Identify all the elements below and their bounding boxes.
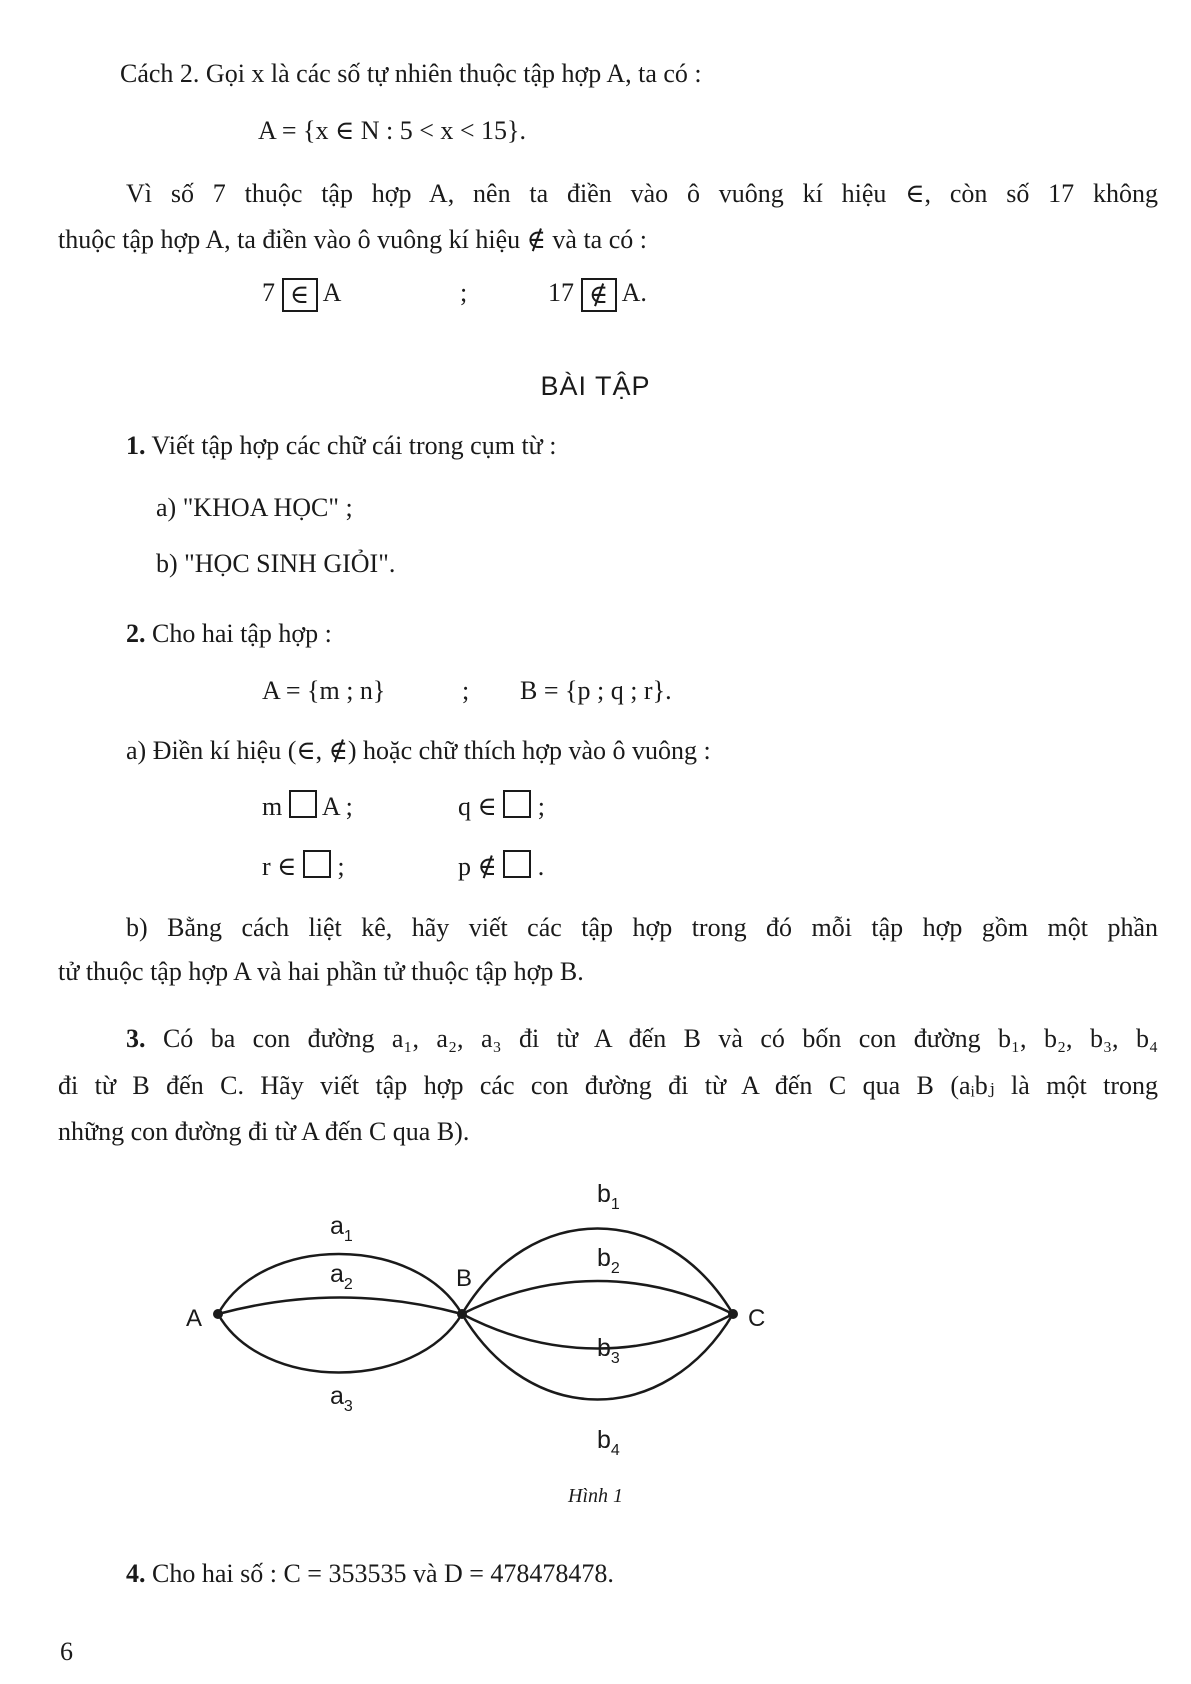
node-C-label: C [748, 1305, 766, 1332]
exercise-text-1: Có ba con đường a₁, a₂, a₃ đi từ A đến B và có bốn con đường b₁, b₂, b₃, b₄ [162, 1024, 1159, 1053]
set-B-text: B = {p ; q ; r}. [520, 676, 672, 705]
paragraph-text-1: Vì số 7 thuộc tập hợp A, nên ta điền vào ô vuông kí hiệu ∈, còn số 17 không [126, 179, 1158, 208]
page-number [60, 1636, 73, 1667]
element-q: q ∈ [458, 792, 497, 821]
node-A-label: A [186, 1305, 203, 1332]
exercise-text: Cho hai số : C = 353535 và D = 478478478. [152, 1559, 614, 1588]
semicolon: ; [462, 676, 470, 705]
period: . [537, 852, 545, 881]
page-number-text: 6 [60, 1637, 73, 1666]
method2-intro-text: Cách 2. Gọi x là các số tự nhiên thuộc tập hợp A, ta có : [120, 59, 702, 88]
exercise-text-3: những con đường đi từ A đến C qua B). [58, 1117, 470, 1146]
number-17: 17 [548, 278, 574, 307]
boxed-not-element-of-symbol: ∉ [581, 278, 617, 312]
part-b-text-1: b) Bằng cách liệt kê, hãy viết các tập hợp trong đó mỗi tập hợp gồm một phần [126, 913, 1158, 942]
exercise-number: 3. [126, 1024, 146, 1053]
road-a3 [218, 1314, 462, 1373]
exercise-number: 2. [126, 619, 146, 648]
exercise-text: Cho hai tập hợp : [152, 619, 332, 648]
element-m: m [262, 792, 283, 821]
paragraph-text-2: thuộc tập hợp A, ta điền vào ô vuông kí hiệu ∉ và ta có : [58, 225, 647, 254]
road-a2 [218, 1298, 462, 1315]
semicolon: ; [337, 852, 345, 881]
label-b1: $b_1$ [597, 1180, 620, 1213]
node-A-dot [213, 1309, 223, 1319]
exercise-text-2: đi từ B đến C. Hãy viết tập hợp các con đường đi từ A đến C qua B (aᵢbⱼ là một trong [58, 1071, 1158, 1100]
node-B-dot [457, 1309, 467, 1319]
label-b3: $b_3$ [597, 1334, 620, 1367]
set-A-label: A [322, 278, 342, 307]
semicolon: ; [537, 792, 545, 821]
exercise-text: Viết tập hợp các chữ cái trong cụm từ : [151, 431, 557, 460]
part-b-text: b) "HỌC SINH GIỎI". [156, 549, 396, 578]
exercise-number: 1. [126, 431, 146, 460]
number-7: 7 [262, 278, 275, 307]
exercise-4 [126, 1558, 614, 1589]
figure-caption [0, 1484, 1191, 1508]
set-A-label: A. [621, 278, 647, 307]
semicolon: ; [460, 278, 468, 307]
exercise-number: 4. [126, 1559, 146, 1588]
element-r: r ∈ [262, 852, 297, 881]
label-a3: $a_3$ [330, 1382, 353, 1415]
boxed-element-of-symbol: ∈ [282, 278, 318, 312]
label-a2: $a_2$ [330, 1260, 353, 1293]
label-b4: $b_4$ [597, 1426, 620, 1459]
node-B-label: B [456, 1265, 473, 1292]
set-A-text: A = {m ; n} [262, 676, 386, 705]
part-a-text: a) Điền kí hiệu (∈, ∉) hoặc chữ thích hợp vào ô vuông : [126, 736, 711, 765]
road-b2 [462, 1281, 733, 1314]
label-a1: $a_1$ [330, 1212, 353, 1245]
part-b-text-2: tử thuộc tập hợp A và hai phần tử thuộc tập hợp B. [58, 957, 584, 986]
set-label: A ; [321, 792, 353, 821]
element-p: p ∉ [458, 852, 497, 881]
heading-text: BÀI TẬP [540, 371, 651, 401]
part-a-text: a) "KHOA HỌC" ; [156, 493, 353, 522]
set-definition-text: A = {x ∈ N : 5 < x < 15}. [258, 116, 527, 145]
node-C-dot [728, 1309, 738, 1319]
caption-text: Hình 1 [568, 1485, 623, 1507]
label-b2: $b_2$ [597, 1244, 620, 1277]
